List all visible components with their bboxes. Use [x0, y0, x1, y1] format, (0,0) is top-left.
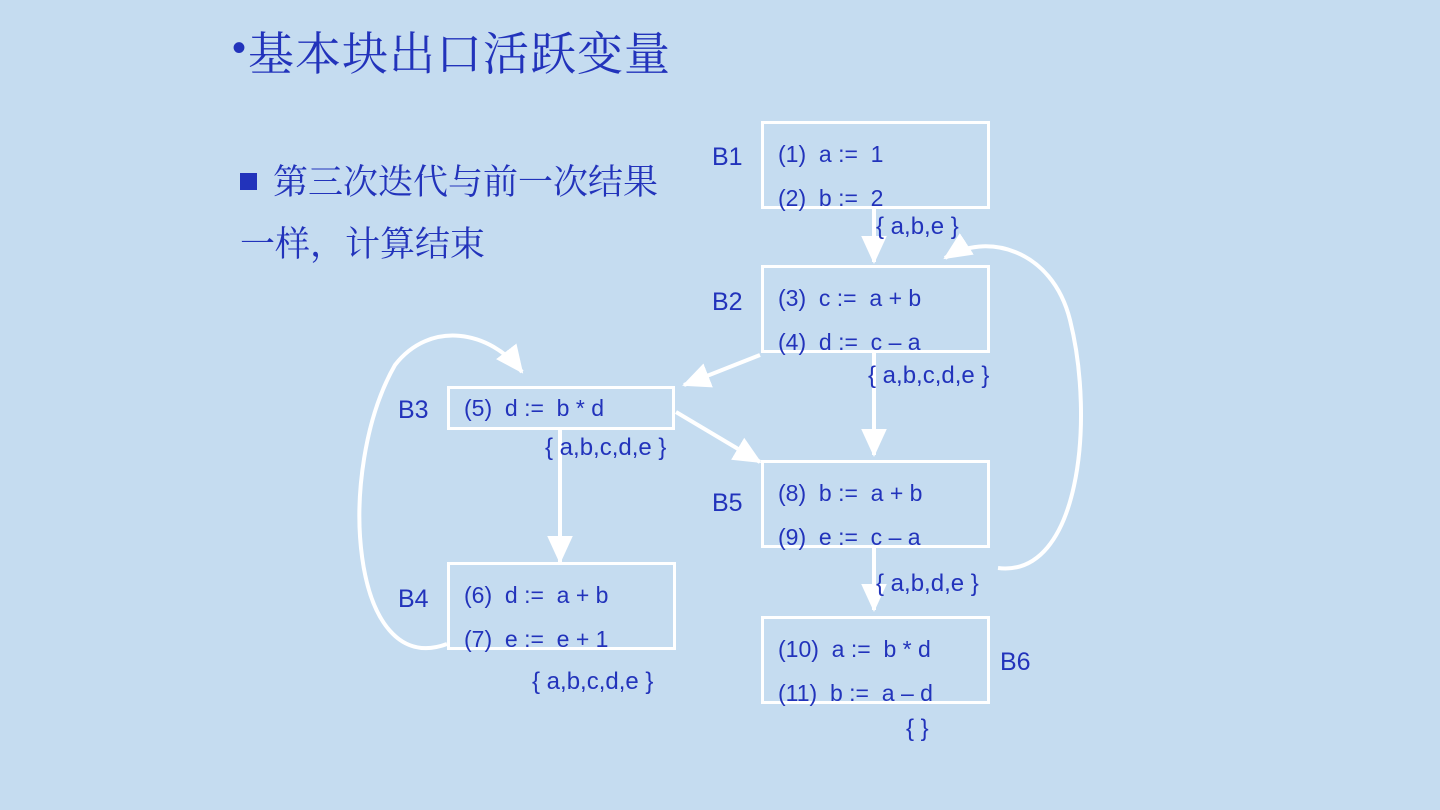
block-label-b6: B6 [1000, 648, 1031, 676]
block-b2-line-2: (4) d := c – a [778, 329, 921, 355]
page-title [232, 22, 671, 86]
block-b5-line-1: (8) b := a + b [778, 480, 923, 506]
block-b1-line-1: (1) a := 1 [778, 141, 884, 167]
live-set-b6: { } [906, 715, 929, 742]
block-b3-line-1: (5) d := b * d [464, 395, 604, 421]
live-set-b1: { a,b,e } [876, 213, 959, 240]
block-b2 [761, 265, 990, 353]
block-b5-line-2: (9) e := c – a [778, 524, 921, 550]
live-set-b4: { a,b,c,d,e } [532, 668, 654, 695]
square-bullet-icon [240, 173, 257, 190]
block-b3 [447, 386, 675, 430]
live-set-b5: { a,b,d,e } [876, 570, 979, 597]
block-b4-line-2: (7) e := e + 1 [464, 626, 609, 652]
block-label-b4: B4 [398, 585, 429, 613]
block-b6-line-1: (10) a := b * d [778, 636, 931, 662]
block-b1 [761, 121, 990, 209]
block-label-b5: B5 [712, 489, 743, 517]
block-label-b1: B1 [712, 143, 743, 171]
block-b4-line-1: (6) d := a + b [464, 582, 609, 608]
block-b5 [761, 460, 990, 548]
block-b1-line-2: (2) b := 2 [778, 185, 884, 211]
title-bullet-icon: • [232, 26, 247, 70]
block-b2-line-1: (3) c := a + b [778, 285, 922, 311]
live-set-b3: { a,b,c,d,e } [545, 434, 667, 461]
block-b6 [761, 616, 990, 704]
title-text: 基本块出口活跃变量 [248, 27, 672, 81]
block-b6-line-2: (11) b := a – d [778, 680, 933, 706]
block-b4 [447, 562, 676, 650]
body-text-content: 第三次迭代与前一次结果一样，计算结束 [240, 163, 659, 265]
block-label-b2: B2 [712, 288, 743, 316]
block-label-b3: B3 [398, 396, 429, 424]
body-text [240, 152, 680, 276]
live-set-b2: { a,b,c,d,e } [868, 362, 990, 389]
